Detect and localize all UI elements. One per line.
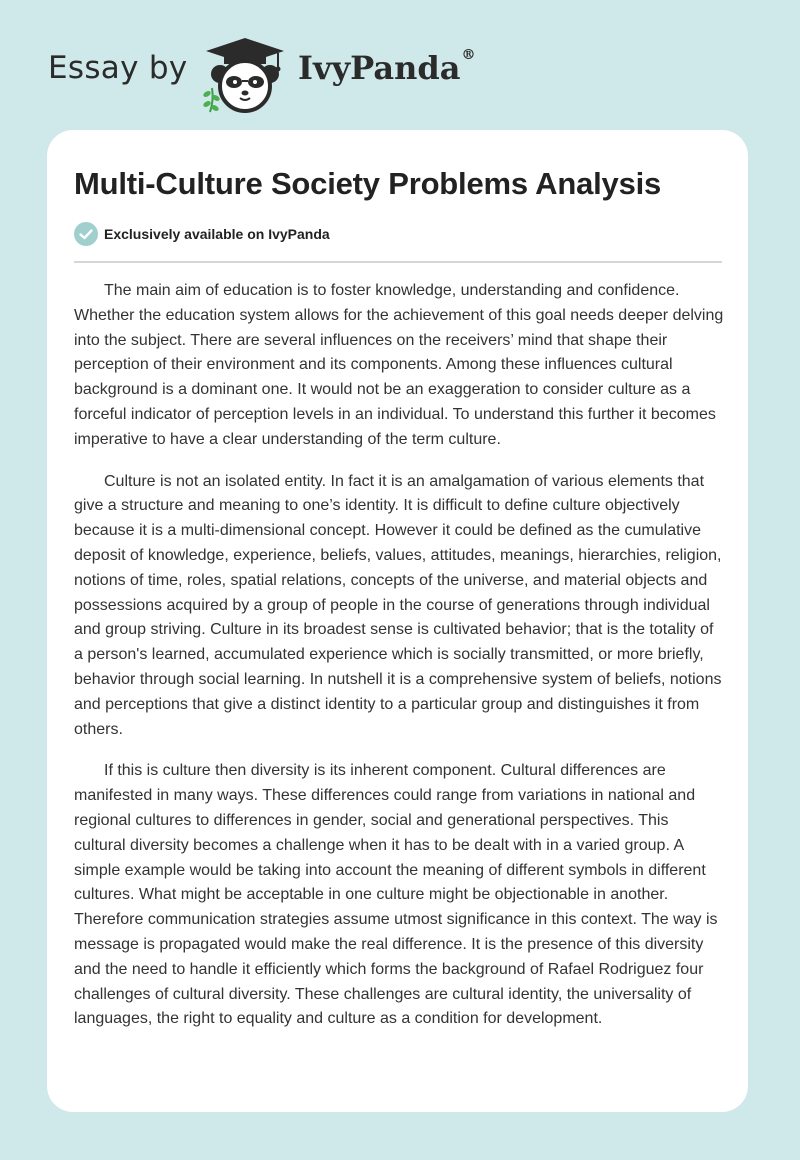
paragraph: The main aim of education is to foster knowledge, understanding and confidence. Whether the education system allows for the achievement of this goal needs deeper delving into the subject. There are several influences on the receivers’ mind that shape their perception of their environment and its components. Among these influences cultural background is a dominant one. It would not be an exaggeration to consider culture as a forceful indicator of perception levels in an individual. To understand this further it becomes imperative to have a clear understanding of the term culture. [74, 282, 724, 448]
paragraph: If this is culture then diversity is its inherent component. Cultural differences are manifested in many ways. These differences could range from variations in national and regional cultures to differences in gender, social and generational perspectives. This cultural diversity becomes a challenge when it has to be dealt with in a varied group. A simple example would be taking into account the meaning of different symbols in different cultures. What might be acceptable in one culture might be objectionable in another. Therefore communication strategies assume utmost significance in this context. The way is message is propagated would make the real difference. It is the presence of this diversity and the need to handle it efficiently which forms the background of Rafael Rodriguez four challenges of cultural diversity. These challenges are cultural identity, the universality of languages, the right to equality and culture as a condition for development. [74, 762, 718, 1028]
site-header [0, 0, 800, 130]
page-title: Multi-Culture Society Problems Analysis [74, 166, 662, 201]
registered-mark: ® [461, 47, 476, 63]
title-divider [74, 261, 722, 263]
essay-card [47, 130, 748, 1112]
exclusive-label: Exclusively available on IvyPanda [104, 226, 330, 242]
brand-name [298, 49, 475, 87]
brand-text: IvyPanda [298, 49, 461, 87]
essay-body [74, 279, 724, 1049]
panda-graduate-icon [200, 34, 290, 114]
check-circle-icon [74, 222, 98, 246]
paragraph: Culture is not an isolated entity. In fact it is an amalgamation of various elements that give a structure and meaning to one’s identity. It is difficult to define culture objectively because it is a multi-dimensional concept. However it could be defined as the cumulative deposit of knowledge, experience, beliefs, values, attitudes, meanings, hierarchies, religion, notions of time, roles, spatial relations, concepts of the universe, and material objects and possessions acquired by a group of people in the course of generations through individual and group striving. Culture in its broadest sense is cultivated behavior; that is the totality of a person's learned, accumulated experience which is socially transmitted, or more briefly, behavior through social learning. In nutshell it is a comprehensive system of beliefs, notions and perceptions that give a distinct identity to a particular group and distinguishes it from others. [74, 472, 722, 738]
essay-by-label: Essay by [48, 50, 188, 86]
exclusive-badge [74, 222, 330, 246]
